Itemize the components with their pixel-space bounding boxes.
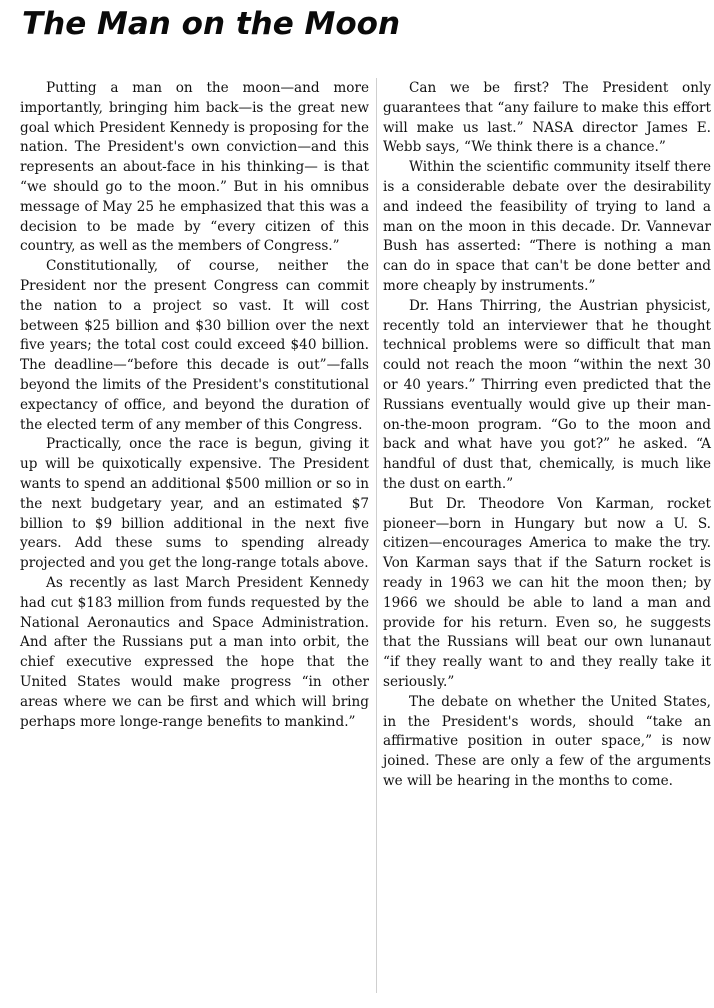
paragraph: Dr. Hans Thirring, the Austrian physicist, recently told an interviewer that he thought technical problems were so difficult that man could not reach the moon “within the next 30 or 40 years.” Thirring even predicted that the Russians eventually would give up their man-on-the-moon program. “Go to the moon and back and what have you got?” he asked. “A handful of dust that, chemically, is much like the dust on earth.”	[383, 297, 711, 492]
right-column	[383, 79, 711, 792]
article-headline: The Man on the Moon	[22, 6, 401, 42]
paragraph: Constitutionally, of course, neither the President nor the present Congress can commit the nation to a project so vast. It will cost between $25 billion and $30 billion over the next five years; the total cost could exceed $40 billion. The deadline—“before this decade is out”—falls beyond the limits of the President's constitutional expectancy of office, and beyond the duration of the elected term of any member of this Congress.	[20, 258, 369, 433]
column-divider	[376, 78, 377, 993]
paragraph: But Dr. Theodore Von Karman, rocket pioneer—born in Hungary but now a U. S. citizen—encourages America to make the try. Von Karman says that if the Saturn rocket is ready in 1963 we can hit the moon then; by 1966 we should be able to land a man and provide for his return. Even so, he suggests that the Russians will beat our own lunanaut “if they really want to and they really take it seriously.”	[383, 495, 711, 690]
paragraph: Putting a man on the moon—and more importantly, bringing him back—is the great new goal which President Kennedy is proposing for the nation. The President's own conviction—and this represents an about-face in his thinking— is that “we should go to the moon.” But in his omnibus message of May 25 he emphasized that this was a decision to be made by “every citizen of this country, as well as the members of Congress.”	[20, 80, 369, 255]
paragraph: Can we be first? The President only guarantees that “any failure to make this effort will make us last.” NASA director James E. Webb says, “We think there is a chance.”	[383, 80, 711, 156]
paragraph: As recently as last March President Kennedy had cut $183 million from funds requested by the National Aeronautics and Space Administration. And after the Russians put a man into orbit, the chief executive expressed the hope that the United States would make progress “in other areas where we can be first and which will bring perhaps more longe-range benefits to mankind.”	[20, 574, 369, 730]
left-column	[20, 79, 369, 732]
paragraph: Within the scientific community itself there is a considerable debate over the desirability and indeed the feasibility of trying to land a man on the moon in this decade. Dr. Vannevar Bush has asserted: “There is nothing a man can do in space that can't be done better and more cheaply by instruments.”	[383, 159, 711, 294]
paragraph: Practically, once the race is begun, giving it up will be quixotically expensive. The President wants to spend an additional $500 million or so in the next budgetary year, and an estimated $7 billion to $9 billion additional in the next five years. Add these sums to spending already projected and you get the long-range totals above.	[20, 436, 369, 572]
paragraph: The debate on whether the United States, in the President's words, should “take an affirmative position in outer space,” is now joined. These are only a few of the arguments we will be hearing in the months to come.	[383, 693, 711, 789]
